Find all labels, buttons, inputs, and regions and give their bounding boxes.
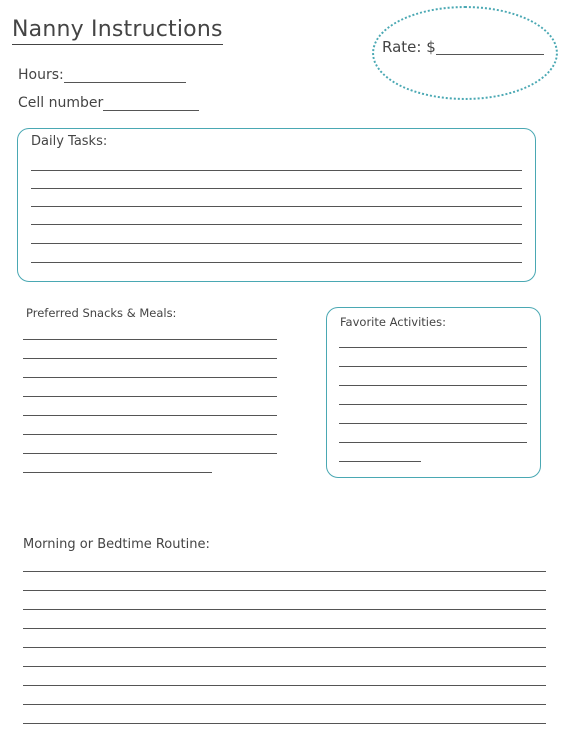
routine-line-4[interactable] — [23, 628, 546, 629]
page-title: Nanny Instructions — [12, 18, 223, 45]
routine-line-2[interactable] — [23, 590, 546, 591]
activities-line-3[interactable] — [339, 385, 527, 386]
snacks-label: Preferred Snacks & Meals: — [26, 306, 177, 320]
hours-label: Hours: — [18, 67, 64, 83]
snacks-line-7[interactable] — [23, 453, 277, 454]
activities-line-7[interactable] — [339, 461, 421, 462]
daily-tasks-line-3[interactable] — [31, 206, 522, 207]
activities-line-5[interactable] — [339, 423, 527, 424]
hours-input-line[interactable] — [64, 82, 186, 83]
cell-number-input-line[interactable] — [103, 110, 199, 111]
activities-line-2[interactable] — [339, 366, 527, 367]
activities-line-4[interactable] — [339, 404, 527, 405]
daily-tasks-line-6[interactable] — [31, 262, 522, 263]
daily-tasks-label: Daily Tasks: — [31, 134, 108, 149]
daily-tasks-line-2[interactable] — [31, 188, 522, 189]
routine-line-9[interactable] — [23, 723, 546, 724]
cell-number-label: Cell number — [18, 95, 104, 111]
favorite-activities-label: Favorite Activities: — [340, 315, 446, 329]
routine-line-7[interactable] — [23, 685, 546, 686]
snacks-line-2[interactable] — [23, 358, 277, 359]
favorite-activities-box — [326, 307, 541, 478]
routine-line-3[interactable] — [23, 609, 546, 610]
daily-tasks-line-4[interactable] — [31, 224, 522, 225]
snacks-line-3[interactable] — [23, 377, 277, 378]
rate-label: Rate: $ — [382, 38, 436, 56]
routine-line-8[interactable] — [23, 704, 546, 705]
snacks-line-8[interactable] — [23, 472, 212, 473]
activities-line-6[interactable] — [339, 442, 527, 443]
routine-line-1[interactable] — [23, 571, 546, 572]
rate-input-line[interactable] — [436, 54, 544, 55]
daily-tasks-line-1[interactable] — [31, 170, 522, 171]
daily-tasks-box — [17, 128, 536, 282]
snacks-line-6[interactable] — [23, 434, 277, 435]
routine-line-5[interactable] — [23, 647, 546, 648]
activities-line-1[interactable] — [339, 347, 527, 348]
routine-label: Morning or Bedtime Routine: — [23, 537, 210, 552]
routine-line-6[interactable] — [23, 666, 546, 667]
snacks-line-4[interactable] — [23, 396, 277, 397]
daily-tasks-line-5[interactable] — [31, 243, 522, 244]
snacks-line-1[interactable] — [23, 339, 277, 340]
snacks-line-5[interactable] — [23, 415, 277, 416]
